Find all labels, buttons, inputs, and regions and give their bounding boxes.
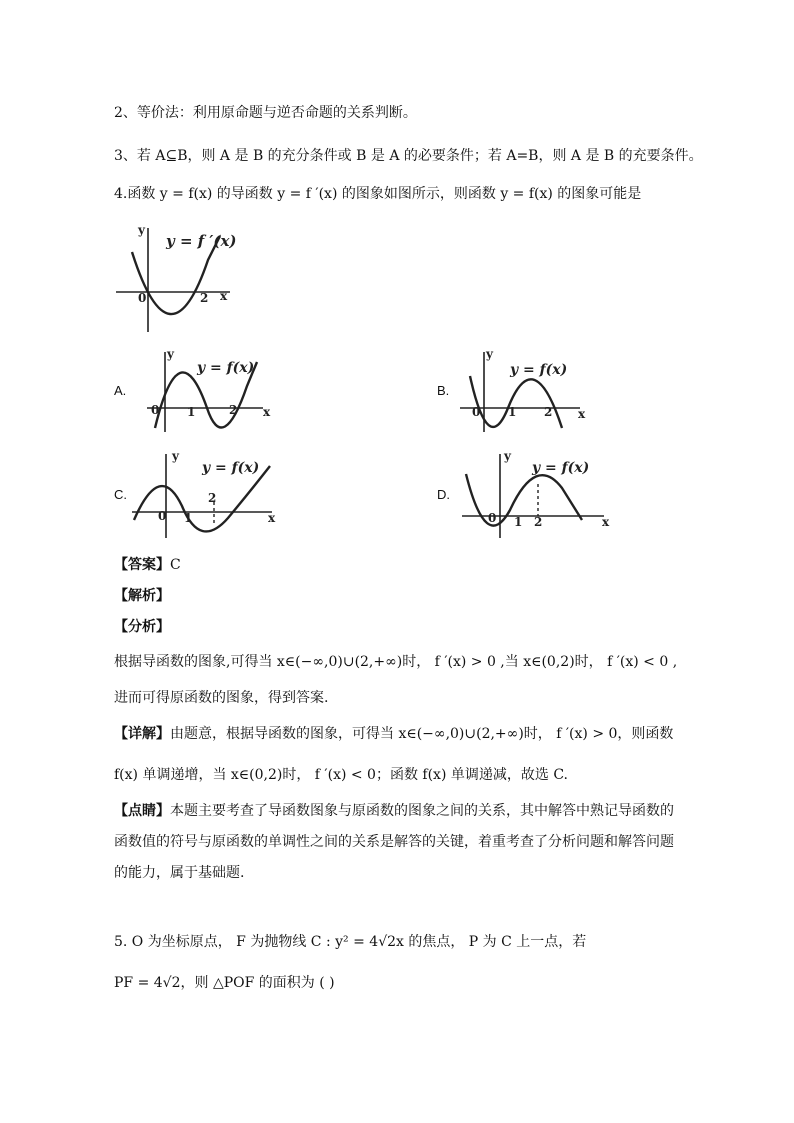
option-a-graph xyxy=(145,348,275,433)
fenxi-tag: 【分析】 xyxy=(114,619,170,635)
xiangjie-text-1: 由题意，根据导函数的图象，可得当 x∈(−∞,0)∪(2,+∞)时， f ′(x) > 0，则函数 xyxy=(170,726,674,742)
derivative-graph xyxy=(112,222,262,334)
answer-tag: 【答案】 xyxy=(114,557,170,573)
analysis-tag: 【解析】 xyxy=(114,588,170,604)
question-4-stem: 4.函数 y = f(x) 的导函数 y = f ′(x) 的图象如图所示，则函数 y = f(x) 的图象可能是 xyxy=(114,186,642,202)
tick-1-label: 1 xyxy=(184,511,193,525)
option-b-graph-label: y = f(x) xyxy=(510,362,568,378)
answer-line xyxy=(114,555,181,575)
fenxi-text-2: 进而可得原函数的图象，得到答案. xyxy=(114,690,329,706)
option-d-curve xyxy=(466,474,582,526)
option-d-graph-label: y = f(x) xyxy=(532,460,590,476)
xiangjie-text-2: f(x) 单调递增，当 x∈(0,2)时， f ′(x) < 0；函数 f(x) 单调递减，故选 C. xyxy=(114,767,568,783)
axis-x-label: x xyxy=(268,511,276,525)
dianjing-text-3: 的能力，属于基础题. xyxy=(114,865,245,881)
question-5-line-1: 5. O 为坐标原点， F 为抛物线 C : y² = 4√2x 的焦点， P 为 C 上一点，若 xyxy=(114,934,587,950)
axis-x-label: x xyxy=(220,289,228,303)
method-3-text: 3、若 A⊆B，则 A 是 B 的充分条件或 B 是 A 的必要条件；若 A=B，则 A 是 B 的充要条件。 xyxy=(114,148,703,164)
dianjing-text-1: 本题主要考查了导函数图象与原函数的图象之间的关系，其中解答中熟记导函数的 xyxy=(170,803,674,819)
xiangjie-tag: 【详解】 xyxy=(114,726,170,742)
option-c-label: C. xyxy=(114,487,127,502)
option-a-label: A. xyxy=(114,383,127,398)
tick-2-label: 2 xyxy=(544,405,553,419)
option-d-graph xyxy=(460,450,610,540)
tick-1-label: 1 xyxy=(187,405,196,419)
axis-y-label: y xyxy=(167,347,174,361)
tick-1-label: 1 xyxy=(514,515,523,529)
axis-y-label: y xyxy=(172,449,179,463)
axis-y-label: y xyxy=(486,347,493,361)
option-a-graph-label: y = f(x) xyxy=(197,360,255,376)
dianjing-text-2: 函数值的符号与原函数的单调性之间的关系是解答的关键，着重考查了分析问题和解答问题 xyxy=(114,834,674,850)
question-5-line-2: PF = 4√2，则 △POF 的面积为 ( ) xyxy=(114,975,335,991)
origin-label: 0 xyxy=(488,511,497,525)
origin-label: 0 xyxy=(472,405,481,419)
xiangjie-line-1 xyxy=(114,724,673,744)
origin-label: 0 xyxy=(151,403,160,417)
option-c-graph-label: y = f(x) xyxy=(202,460,260,476)
axis-y-label: y xyxy=(138,223,145,237)
tick-1-label: 1 xyxy=(508,405,517,419)
axis-x-label: x xyxy=(578,407,586,421)
axis-x-label: x xyxy=(602,515,610,529)
dianjing-line-1 xyxy=(114,801,674,821)
tick-2-label: 2 xyxy=(200,291,209,305)
axis-x-label: x xyxy=(263,405,271,419)
tick-2-label: 2 xyxy=(208,491,217,505)
tick-2-label: 2 xyxy=(229,403,238,417)
option-b-label: B. xyxy=(437,383,450,398)
method-2-text: 2、等价法：利用原命题与逆否命题的关系判断。 xyxy=(114,105,417,121)
option-d-label: D. xyxy=(437,487,450,502)
tick-2-label: 2 xyxy=(534,515,543,529)
answer-value: C xyxy=(170,557,181,573)
origin-label: 0 xyxy=(158,509,167,523)
option-b-graph xyxy=(458,348,588,433)
dianjing-tag: 【点睛】 xyxy=(114,803,170,819)
fenxi-text-1: 根据导函数的图象,可得当 x∈(−∞,0)∪(2,+∞)时， f ′(x) > 0 ,当 x∈(0,2)时， f ′(x) < 0 , xyxy=(114,654,678,670)
derivative-graph-label: y = f ′(x) xyxy=(166,232,237,250)
axis-y-label: y xyxy=(504,449,511,463)
option-c-graph xyxy=(130,450,280,540)
origin-label: 0 xyxy=(138,291,147,305)
